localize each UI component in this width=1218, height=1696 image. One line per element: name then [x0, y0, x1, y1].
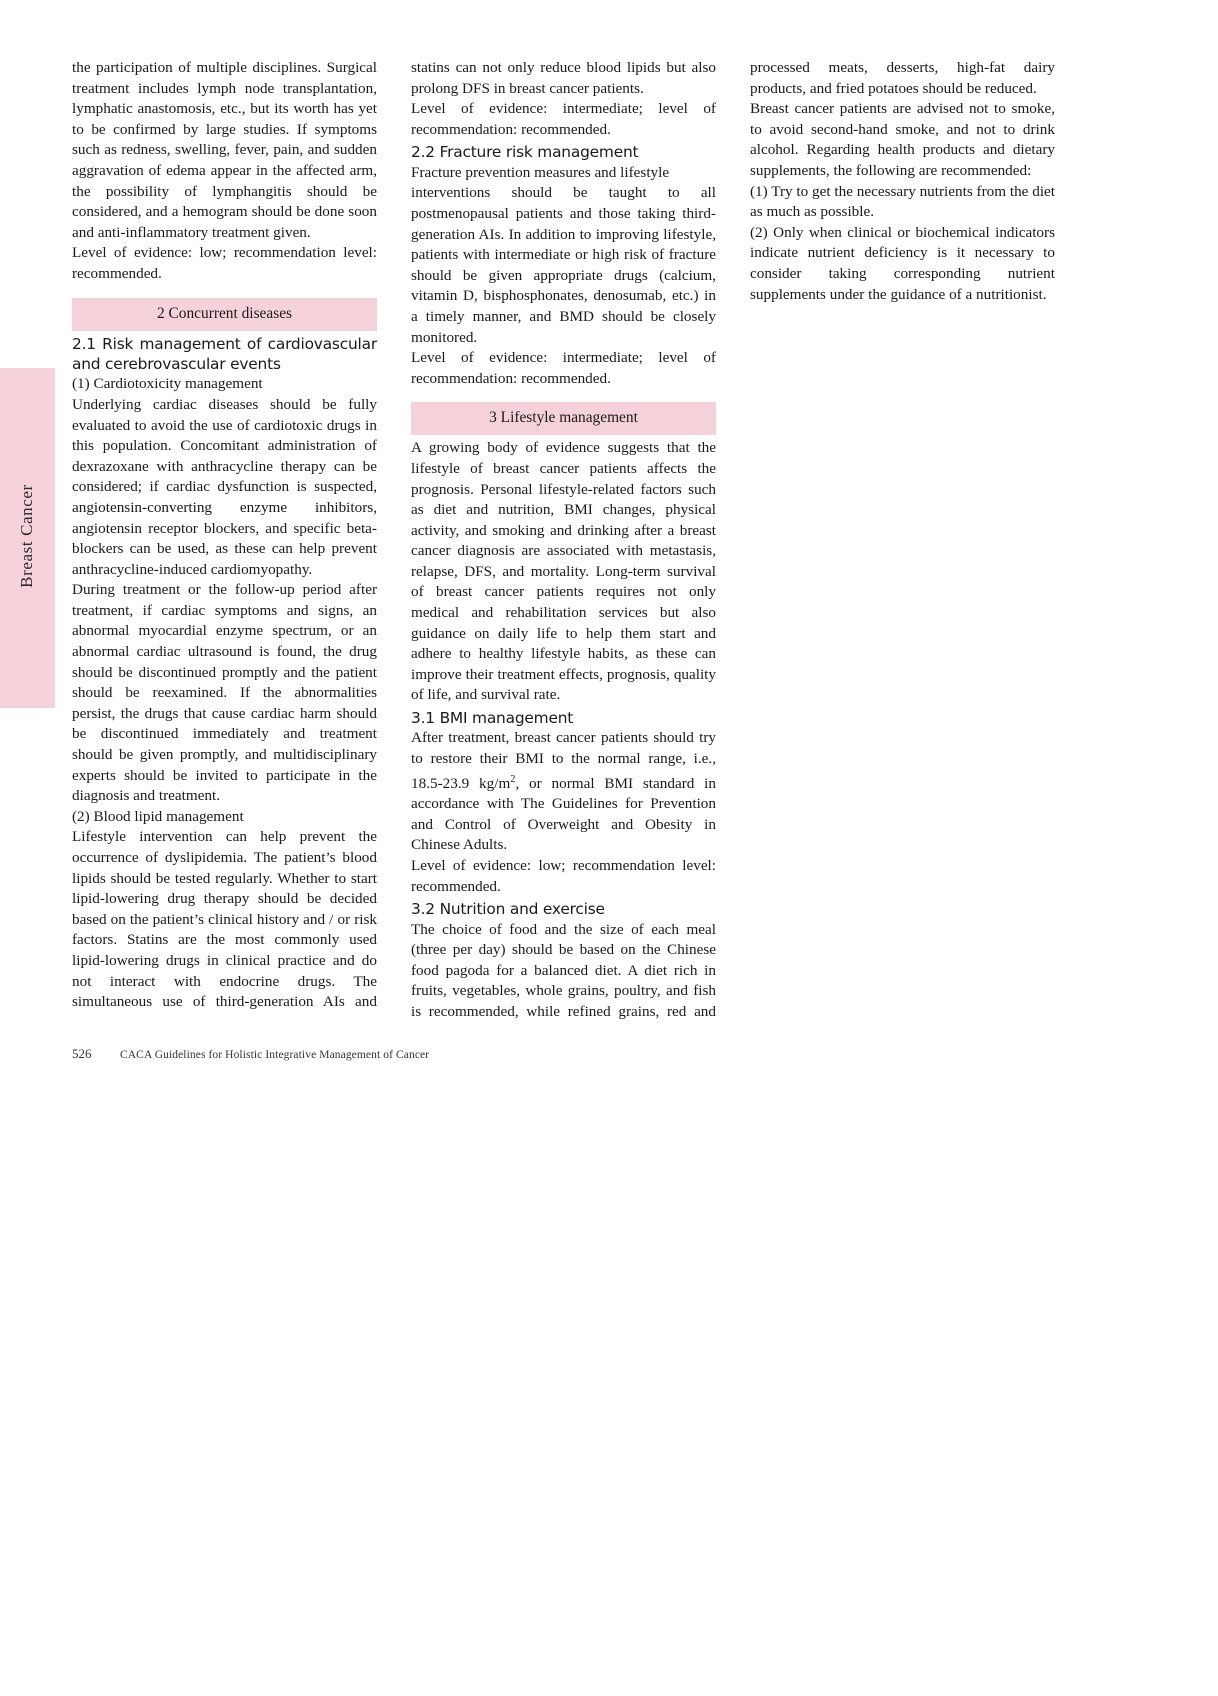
subsection-heading-3-2: 3.2 Nutrition and exercise: [411, 900, 605, 919]
chapter-side-tab: [0, 368, 55, 708]
superscript-exponent: 2: [510, 773, 516, 785]
paragraph: Level of evidence: intermediate; level of recommendation: recommended.: [411, 349, 716, 387]
paragraph-bmi: [411, 728, 716, 856]
two-column-body: [72, 58, 1055, 1024]
paragraph-part: After treatment, breast cancer patients should try to restore their BMI to the normal range, i.e., 18.5-23.9 kg/m: [411, 729, 716, 792]
paragraph: (2) Only when clinical or biochemical indicators indicate nutrient deficiency is it necessary to consider taking corresponding nutrient supplements under the guidance of a nutritionist.: [750, 223, 1055, 303]
paragraph: (1) Cardiotoxicity management: [72, 375, 263, 393]
subsection-heading-2-2: 2.2 Fracture risk management: [411, 143, 639, 162]
paragraph: (1) Try to get the necessary nutrients from the diet as much as possible.: [750, 182, 1055, 221]
paragraph: (2) Blood lipid management: [72, 807, 244, 825]
section-heading-3: 3 Lifestyle management: [411, 402, 716, 435]
paragraph: Underlying cardiac diseases should be fully evaluated to avoid the use of cardiotoxic drugs in this population. Concomitant administration of dexrazoxane with anthracycline therapy can be considered; if cardiac dysfunction is suspected, angiotensin-converting enzyme inhibitors, angiotensin receptor blockers, and specific beta-blockers can be used, as these can help prevent anthracycline-induced cardiomyopathy.: [72, 395, 377, 578]
paragraph: Fracture prevention measures and lifestyle: [411, 163, 670, 181]
running-title: CACA Guidelines for Holistic Integrative Management of Cancer: [120, 1049, 430, 1061]
paragraph: interventions should be taught to all postmenopausal patients and those taking third-generation AIs. In addition to improving lifestyle, patients with intermediate or high risk of fracture should be given appropriate drugs (calcium, vitamin D, bisphosphonates, denosumab, etc.) in a timely manner, and BMD should be closely monitored.: [411, 184, 716, 346]
paragraph: During treatment or the follow-up period after treatment, if cardiac symptoms and signs, an abnormal myocardial enzyme spectrum, or an abnormal cardiac ultrasound is found, the drug should be discontinued promptly and the patient should be reexamined. If the abnormalities persist, the drugs that cause cardiac harm should be discontinued immediately and treatment should be given promptly, and multidisciplinary experts should be invited to participate in the diagnosis and treatment.: [72, 581, 377, 805]
section-heading-2: 2 Concurrent diseases: [72, 298, 377, 331]
page-number: 526: [72, 1046, 92, 1061]
page-footer: [72, 1046, 772, 1062]
paragraph: Level of evidence: low; recommendation level: recommended.: [411, 857, 716, 895]
paragraph: Level of evidence: low; recommendation level: recommended.: [72, 244, 377, 282]
paragraph-part: , or normal BMI standard in accordance with The Guidelines for Prevention and Control of Overweight and Obesity in Chinese Adults.: [411, 774, 716, 854]
chapter-side-tab-label: Breast Cancer: [17, 484, 36, 588]
paragraph: the participation of multiple disciplines. Surgical treatment includes lymph node transplantation, lymphatic anastomosis, etc., but its worth has yet to be confirmed by large studies. If symptoms such as redness, swelling, fever, pain, and sudden aggravation of edema appear in the affected arm, the possibility of lymphangitis should be considered, and a hemogram should be done soon and anti-inflammatory treatment given.: [72, 59, 377, 241]
paragraph: Level of evidence: intermediate; level of recommendation: recommended.: [411, 100, 716, 138]
paragraph: A growing body of evidence suggests that the lifestyle of breast cancer patients affects the prognosis. Personal lifestyle-related factors such as diet and nutrition, BMI changes, physical activity, and smoking and drinking after a breast cancer diagnosis are associated with metastasis, relapse, DFS, and mortality. Long-term survival of breast cancer patients requires not only medical and rehabilitation services but also guidance on daily life to help them start and adhere to healthy lifestyle habits, as these can improve their treatment effects, prognosis, quality of life, and survival rate.: [411, 439, 716, 704]
paragraph: Breast cancer patients are advised not to smoke, to avoid second-hand smoke, and not to drink alcohol. Regarding health products and dietary supplements, the following are recommended:: [750, 100, 1055, 179]
subsection-heading-3-1: 3.1 BMI management: [411, 709, 574, 728]
paragraph: The choice of food and the size of each meal (three per day) should be based on the Chinese food pagoda for a balanced diet. A diet rich in fruits, vegetables, whole grains, poultry, and fish is recommended, while refined grains, red and processed meats, desserts, high-fat dairy products, and fried potatoes should be reduced.: [411, 59, 1055, 1021]
paragraph: Lifestyle intervention can help prevent the occurrence of dyslipidemia. The patient’s blood lipids should be tested regularly. Whether to start lipid-lowering drug therapy should be decided based on the patient’s clinical history and / or risk factors. Statins are the most commonly used lipid-lowering drugs in clinical practice and do not interact with endocrine drugs. The simultaneous use of third-generation AIs and statins can not only reduce blood lipids but also prolong DFS in breast cancer patients.: [72, 59, 716, 1011]
subsection-heading-2-1: 2.1 Risk management of cardiovascular and cerebrovascular events: [72, 334, 377, 373]
